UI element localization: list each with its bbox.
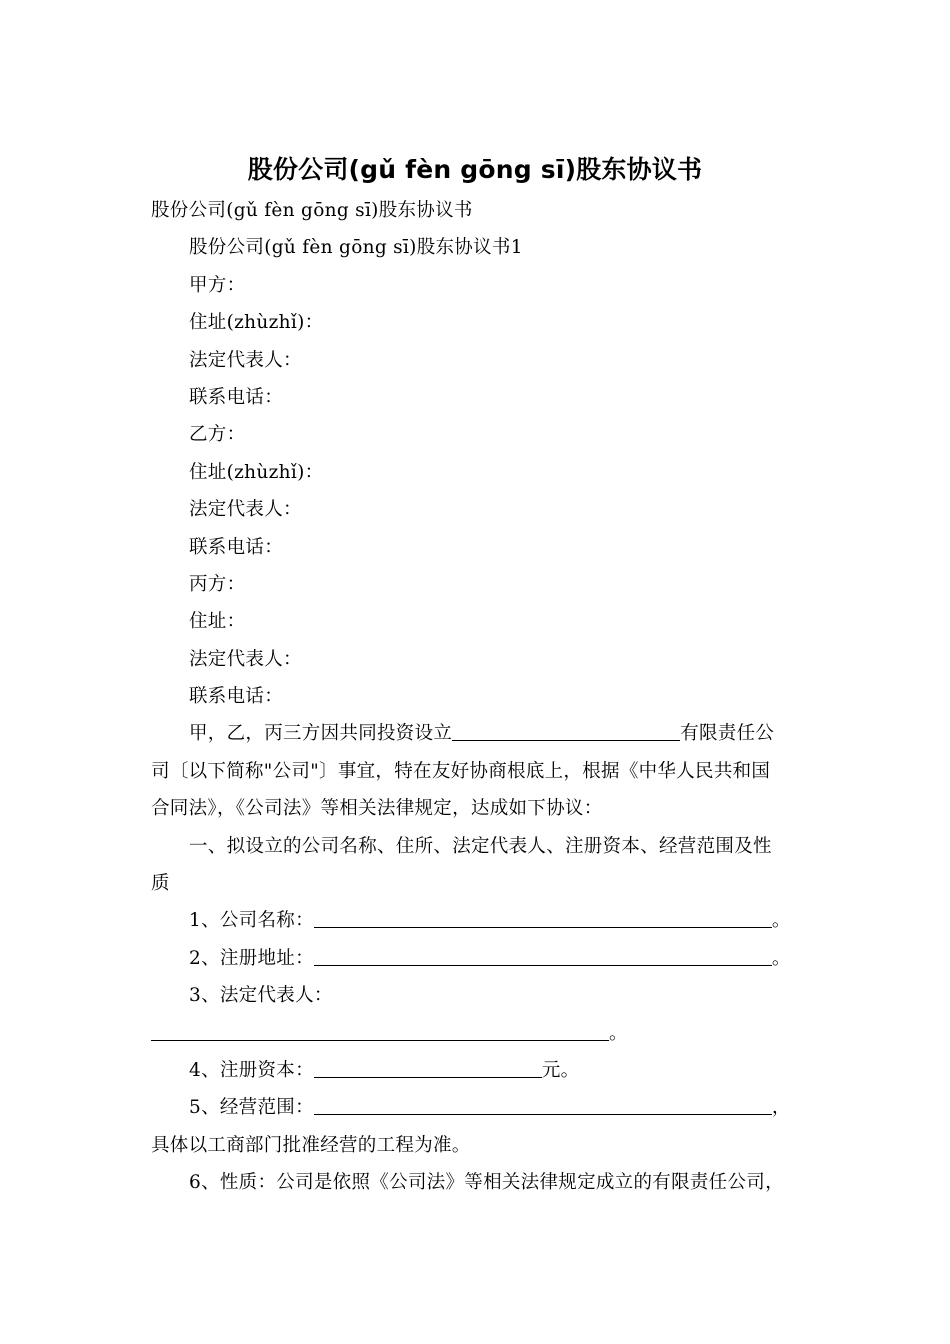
rep-end: 。 [609,1022,628,1044]
item-address [151,940,791,977]
item-rep: 3、法定代表人： [189,985,333,1007]
company-name-end: 。 [771,910,791,932]
document-body [151,192,791,1202]
capital-field [314,1057,542,1078]
item-capital [151,1052,783,1089]
capital-label: 4、注册资本： [189,1059,314,1081]
company-name-label: 1、公司名称： [189,910,314,932]
intro-line-3: 合同法》，《公司法》等相关法律规定，达成如下协议： [151,798,603,820]
rep-field [151,1020,609,1041]
section-1-line-2: 质 [151,873,170,895]
doc-heading: 股份公司(gǔ fèn gōng sī)股东协议书1 [189,237,523,259]
party-a-rep: 法定代表人： [189,349,302,371]
party-b-address: 住址(zhùzhǐ)： [189,461,324,483]
address-label: 2、注册地址： [189,947,314,969]
item-nature: 6、性质：公司是依照《公司法》等相关法律规定成立的有限责任公司， [189,1172,784,1194]
party-b-rep: 法定代表人： [189,499,302,521]
intro-part-2: 有限责任公 [680,723,775,745]
subtitle: 股份公司(gǔ fèn gōng sī)股东协议书 [151,200,473,221]
scope-label: 5、经营范围： [189,1097,314,1119]
party-c-phone: 联系电话： [189,686,284,708]
item-rep-blank-line [151,1015,783,1052]
company-name-blank [452,720,680,741]
party-b-label: 乙方： [189,424,246,446]
scope-line-2: 具体以工商部门批准经营的工程为准。 [151,1134,471,1156]
address-end: 。 [771,947,791,969]
address-field [314,945,772,966]
party-b-phone: 联系电话： [189,536,284,558]
party-a-label: 甲方： [189,274,246,296]
party-a-phone: 联系电话： [189,386,284,408]
document-title: 股份公司(gǔ fèn gōng sī)股东协议书 [247,155,703,184]
capital-end: 元。 [541,1059,580,1081]
party-a-address: 住址(zhùzhǐ)： [189,312,324,334]
item-company-name [151,902,791,939]
party-c-label: 丙方： [189,573,246,595]
scope-end: ， [771,1097,791,1119]
section-1-line-1: 一、拟设立的公司名称、住所、法定代表人、注册资本、经营范围及性 [189,835,772,857]
scope-field [314,1094,772,1115]
item-scope [151,1089,791,1126]
party-c-rep: 法定代表人： [189,648,302,670]
party-c-address: 住址： [189,611,246,633]
intro-line-1 [151,715,783,752]
intro-line-2: 司〔以下简称"公司"〕事宜，特在友好协商根底上，根据《中华人民共和国 [151,760,771,782]
company-name-field [314,907,772,928]
intro-part-1: 甲，乙，丙三方因共同投资设立 [189,723,453,745]
